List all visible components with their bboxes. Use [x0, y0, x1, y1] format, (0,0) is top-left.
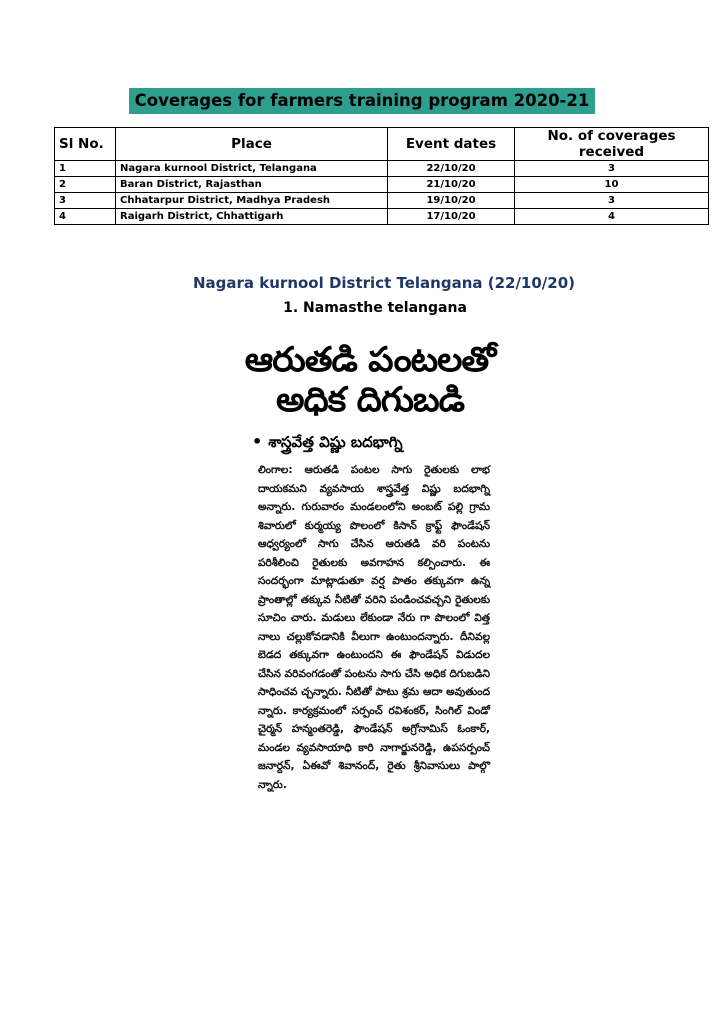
clipping-headline-line2: అధిక దిగుబడి — [275, 380, 464, 420]
table-row — [55, 177, 709, 193]
cell-coverages: 3 — [515, 193, 709, 209]
cell-event-date: 21/10/20 — [388, 177, 515, 193]
newspaper-clipping — [232, 330, 508, 860]
cell-coverages: 4 — [515, 209, 709, 225]
document-title: Coverages for farmers training program 2020-21 — [129, 88, 596, 114]
cell-coverages: 3 — [515, 161, 709, 177]
bullet-icon: • — [252, 432, 263, 451]
cell-sl-no: 2 — [55, 177, 116, 193]
section-title: Nagara kurnool District Telangana (22/10/20) — [192, 274, 576, 292]
coverage-table — [54, 127, 709, 225]
title-container — [0, 88, 724, 114]
header-event-dates: Event dates — [388, 128, 515, 161]
clipping-headline-line1: ఆరుతడి పంటలతో — [244, 340, 496, 380]
cell-event-date: 17/10/20 — [388, 209, 515, 225]
header-place: Place — [116, 128, 388, 161]
table-row — [55, 161, 709, 177]
cell-sl-no: 3 — [55, 193, 116, 209]
table-row — [55, 193, 709, 209]
cell-place: Raigarh District, Chhattigarh — [116, 209, 388, 225]
clipping-headline — [225, 340, 515, 420]
cell-event-date: 19/10/20 — [388, 193, 515, 209]
header-coverages: No. of coverages received — [515, 128, 709, 161]
cell-place: Nagara kurnool District, Telangana — [116, 161, 388, 177]
table-row — [55, 209, 709, 225]
cell-sl-no: 4 — [55, 209, 116, 225]
clipping-byline: శాస్త్రవేత్త విష్ణు బదభాగ్ని — [268, 433, 403, 451]
clipping-body: లింగాల: ఆరుతడి పంటల సాగు రైతులకు లాభ దాయకమని వ్యవసాయ శాస్త్రవేత్త విష్ణు బదభాగ్ని అన్నారు. గురువారం మండలంలోని అంబట్‌ పల్లి గ్రామ శివారులో కుర్మయ్య పొలంలో కిసాన్‌ క్రాఫ్ట్‌ ఫౌండేషన్‌ ఆధ్వర్యంలో సాగు చేసిన ఆరుతడి వరి పంటను పరిశీలించి రైతులకు అవగాహన కల్పించారు. ఈ సందర్భంగా మాట్లాడుతూ వర్ష పాతం తక్కువగా ఉన్న ప్రాంతాల్లో తక్కువ నీటితో వరిని పండించవచ్చని రైతులకు సూచిం చారు. మడులు లేకుండా నేరు గా పొలంలో విత్త నాలు చల్లుకోవడానికి వీలుగా ఉంటుందన్నారు. దీనివల్ల బెడద తక్కువగా ఉంటుందని ఈ ఫౌండేషన్‌ విడుదల చేసిన వరివంగడంతో పంటను సాగు చేసి అధిక దిగుబడిని సాధించవ చ్చన్నారు. నీటితో పాటు శ్రమ ఆదా అవుతుంద న్నారు. కార్యక్రమంలో సర్పంచ్‌ రవిశంకర్‌, సింగిల్‌ విండో చైర్మన్‌ హన్మంతరెడ్డి, ఫౌండేషన్‌ అగ్రోనామిస్‌ ఓంకార్‌, మండల వ్యవసాయాధి కారి నాగార్జునరెడ్డి, ఉపసర్పంచ్‌ జనార్దన్‌, ఏఈవో శివానంద్‌, రైతు శ్రీనివాసులు పాల్గొ న్నారు. — [258, 464, 490, 791]
subsection-title: 1. Namasthe telangana — [283, 300, 467, 316]
table-header-row — [55, 128, 709, 161]
cell-event-date: 22/10/20 — [388, 161, 515, 177]
cell-place: Baran District, Rajasthan — [116, 177, 388, 193]
cell-sl-no: 1 — [55, 161, 116, 177]
cell-coverages: 10 — [515, 177, 709, 193]
cell-place: Chhatarpur District, Madhya Pradesh — [116, 193, 388, 209]
header-sl-no: Sl No. — [55, 128, 116, 161]
clipping-byline-row — [252, 432, 508, 455]
